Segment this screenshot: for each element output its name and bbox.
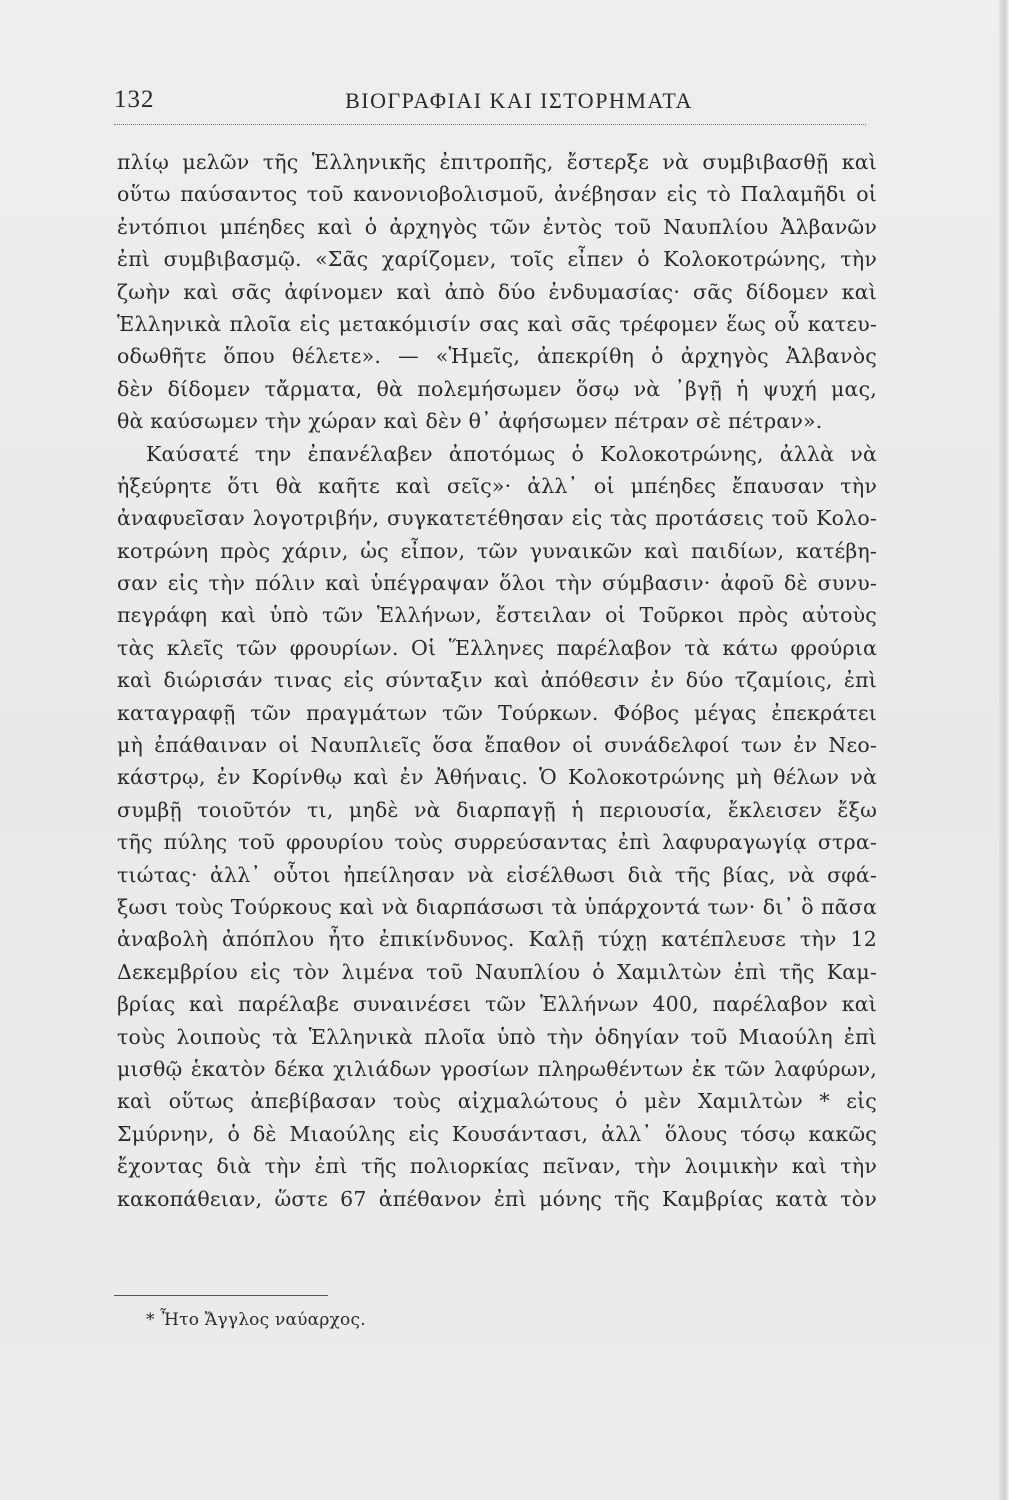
text-line: ζωὴν καὶ σᾶς ἀφίνομεν καὶ ἀπὸ δύο ἐνδυμασίας· σᾶς δίδομεν καὶ <box>117 279 877 304</box>
text-line: συμβῇ τοιοῦτόν τι, μηδὲ νὰ διαρπαγῇ ἡ περιουσία, ἔκλεισεν ἔξω <box>117 797 877 822</box>
text-line: κοτρώνη πρὸς χάριν, ὡς εἶπον, τῶν γυναικῶν καὶ παιδίων, κατέβη- <box>117 538 877 563</box>
text-line: κακοπάθειαν, ὥστε 67 ἀπέθανον ἐπὶ μόνης τῆς Καμβρίας κατὰ τὸν <box>117 1186 877 1211</box>
text-line: τῆς πύλης τοῦ φρουρίου τοὺς συρρεύσαντας ἐπὶ λαφυραγωγίᾳ στρα- <box>117 830 877 855</box>
text-line: Καύσατέ την ἐπανέλαβεν ἀποτόμως ὁ Κολοκοτρώνης, ἀλλὰ νὰ <box>146 441 877 466</box>
text-line: ἔχοντας διὰ τὴν ἐπὶ τῆς πολιορκίας πεῖναν, τὴν λοιμικὴν καὶ τὴν <box>117 1154 877 1179</box>
text-line: καὶ διώρισάν τινας εἰς σύνταξιν καὶ ἀπόθεσιν ἐν δύο τζαμίοις, ἐπὶ <box>117 668 877 693</box>
text-line: βρίας καὶ παρέλαβε συναινέσει τῶν Ἑλλήνων 400, παρέλαβον καὶ <box>117 992 877 1017</box>
text-line: πλίῳ μελῶν τῆς Ἑλληνικῆς ἐπιτροπῆς, ἔστερξε νὰ συμβιβασθῇ καὶ <box>117 150 877 174</box>
text-line: ἐντόπιοι μπέηδες καὶ ὁ ἀρχηγὸς τῶν ἐντὸς τοῦ Ναυπλίου Ἀλβανῶν <box>117 214 877 239</box>
text-line: Δεκεμβρίου εἰς τὸν λιμένα τοῦ Ναυπλίου ὁ Χαμιλτὼν ἐπὶ τῆς Καμ- <box>117 959 877 984</box>
text-line: μὴ ἐπάθαιναν οἱ Ναυπλιεῖς ὅσα ἔπαθον οἱ συνάδελφοί των ἐν Νεο- <box>117 733 877 758</box>
text-line: Ἑλληνικὰ πλοῖα εἰς μετακόμισίν σας καὶ σᾶς τρέφομεν ἕως οὗ κατευ- <box>117 311 877 336</box>
page-edge <box>999 0 1009 1500</box>
text-line: πεγράφη καὶ ὑπὸ τῶν Ἑλλήνων, ἔστειλαν οἱ Τοῦρκοι πρὸς αὐτοὺς <box>117 603 877 628</box>
text-line: τοὺς λοιποὺς τὰ Ἑλληνικὰ πλοῖα ὑπὸ τὴν ὁδηγίαν τοῦ Μιαούλη ἐπὶ <box>117 1024 877 1049</box>
footnote: * Ἦτο Ἄγγλος ναύαρχος. <box>146 1310 366 1330</box>
text-line: σαν εἰς τὴν πόλιν καὶ ὑπέγραψαν ὅλοι τὴν σύμβασιν· ἀφοῦ δὲ συνυ- <box>117 571 877 596</box>
page-header <box>114 86 868 126</box>
text-line: ἀναβολὴ ἀπόπλου ἦτο ἐπικίνδυνος. Καλῇ τύχῃ κατέπλευσε τὴν 12 <box>117 927 877 952</box>
header-rule <box>114 124 866 125</box>
text-line: θὰ καύσωμεν τὴν χώραν καὶ δὲν θ᾽ ἀφήσωμεν πέτραν σὲ πέτραν». <box>117 409 823 434</box>
text-line: ἠξεύρητε ὅτι θὰ καῆτε καὶ σεῖς»· ἀλλ᾽ οἱ μπέηδες ἔπαυσαν τὴν <box>117 473 877 498</box>
text-line: ἐπὶ συμβιβασμῷ. «Σᾶς χαρίζομεν, τοῖς εἶπεν ὁ Κολοκοτρώνης, τὴν <box>117 247 877 272</box>
text-line: μισθῷ ἑκατὸν δέκα χιλιάδων γροσίων πληρωθέντων ἐκ τῶν λαφύρων, <box>117 1056 877 1081</box>
text-line: οὕτω παύσαντος τοῦ κανονιοβολισμοῦ, ἀνέβησαν εἰς τὸ Παλαμῆδι οἱ <box>117 182 877 207</box>
text-line: κάστρῳ, ἐν Κορίνθῳ καὶ ἐν Ἀθήναις. Ὁ Κολοκοτρώνης μὴ θέλων νὰ <box>117 765 877 790</box>
text-line: δὲν δίδομεν τἄρματα, θὰ πολεμήσωμεν ὅσῳ νὰ ᾽βγῇ ἡ ψυχή μας, <box>117 376 877 401</box>
text-line: οδωθῆτε ὅπου θέλετε». — «Ἡμεῖς, ἀπεκρίθη ὁ ἀρχηγὸς Ἀλβανὸς <box>117 344 877 369</box>
text-line: τὰς κλεῖς τῶν φρουρίων. Οἱ Ἕλληνες παρέλαβον τὰ κάτω φρούρια <box>117 635 877 660</box>
text-line: ἀναφυεῖσαν λογοτριβήν, συγκατετέθησαν εἰς τὰς προτάσεις τοῦ Κολο- <box>117 506 877 531</box>
running-title: ΒΙΟΓΡΑΦΙΑΙ ΚΑΙ ΙΣΤΟΡΗΜΑΤΑ <box>345 88 693 113</box>
text-line: τιώτας· ἀλλ᾽ οὗτοι ἠπείλησαν νὰ εἰσέλθωσι διὰ τῆς βίας, νὰ σφά- <box>117 862 877 887</box>
text-line: Σμύρνην, ὁ δὲ Μιαούλης εἰς Κουσάντασι, ἀλλ᾽ ὅλους τόσῳ κακῶς <box>117 1121 877 1146</box>
text-line: ξωσι τοὺς Τούρκους καὶ νὰ διαρπάσωσι τὰ ὑπάρχοντά των· δι᾽ ὃ πᾶσα <box>117 894 877 919</box>
text-line: καταγραφῇ τῶν πραγμάτων τῶν Τούρκων. Φόβος μέγας ἐπεκράτει <box>117 700 877 725</box>
text-line: καὶ οὕτως ἀπεβίβασαν τοὺς αἰχμαλώτους ὁ μὲν Χαμιλτὼν * εἰς <box>117 1089 877 1114</box>
page-number: 132 <box>114 86 155 113</box>
body-text <box>117 146 877 1215</box>
footnote-rule <box>114 1295 328 1296</box>
